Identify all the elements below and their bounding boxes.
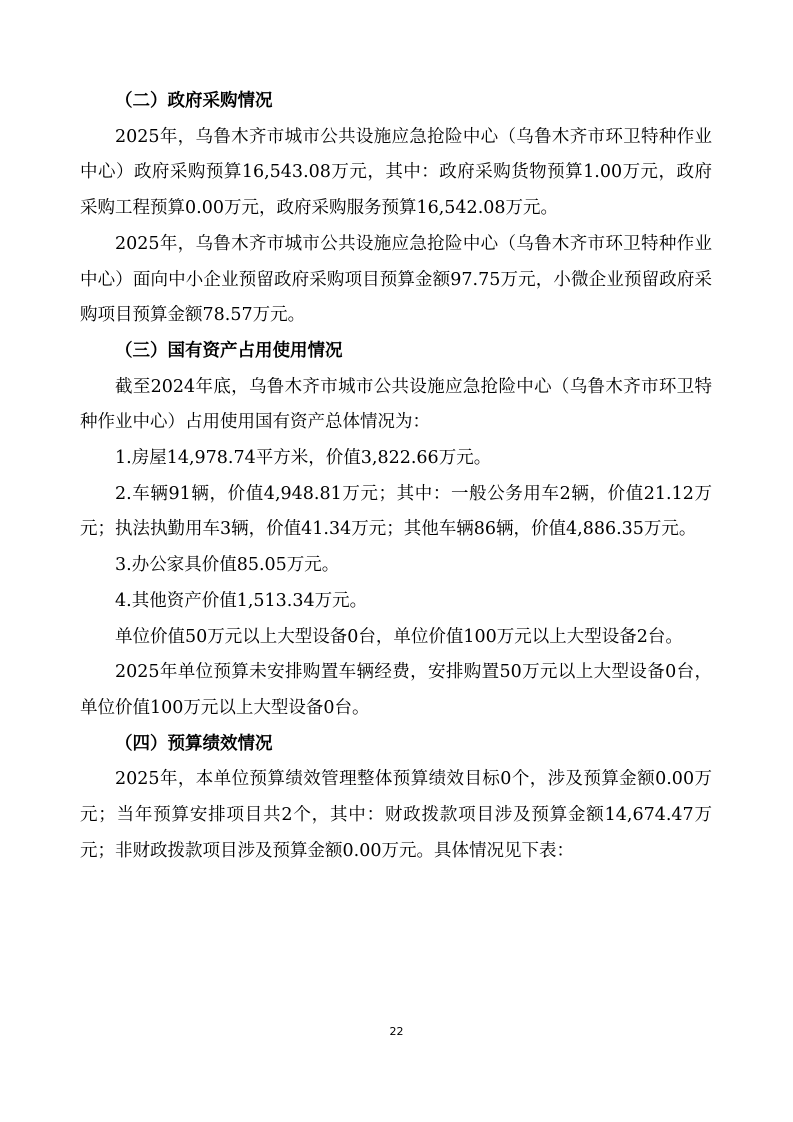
assets-item-1: 1.房屋14,978.74平方米，价值3,822.66万元。 <box>115 448 492 469</box>
assets-item-2: 2.车辆91辆，价值4,948.81万元；其中：一般公务用车2辆，价值21.12万元；执法执勤用车3辆，价值41.34万元；其他车辆86辆，价值4,886.35万元。 <box>80 483 712 540</box>
assets-plan: 2025年单位预算未安排购置车辆经费，安排购置50万元以上大型设备0台，单位价值100万元以上大型设备0台。 <box>80 662 712 718</box>
performance-heading: （四）预算绩效情况 <box>115 733 273 754</box>
assets-item-4: 4.其他资产价值1,513.34万元。 <box>115 590 368 611</box>
assets-intro: 截至2024年底，乌鲁木齐市城市公共设施应急抢险中心（乌鲁木齐市环卫特种作业中心）占用使用国有资产总体情况为： <box>80 376 712 433</box>
assets-heading: （三）国有资产占用使用情况 <box>115 340 343 361</box>
page-number: 22 <box>389 1025 404 1038</box>
procurement-paragraph-2: 2025年，乌鲁木齐市城市公共设施应急抢险中心（乌鲁木齐市环卫特种作业中心）面向中小企业预留政府采购项目预算金额97.75万元，小微企业预留政府采购项目预算金额78.57万元。 <box>80 233 712 326</box>
procurement-heading: （二）政府采购情况 <box>115 91 273 111</box>
procurement-paragraph-1: 2025年，乌鲁木齐市城市公共设施应急抢险中心（乌鲁木齐市环卫特种作业中心）政府采购预算16,543.08万元，其中：政府采购货物预算1.00万元，政府采购工程预算0.00万元，政府采购服务预算16,542.08万元。 <box>80 126 712 219</box>
assets-equipment: 单位价值50万元以上大型设备0台，单位价值100万元以上大型设备2台。 <box>115 626 683 647</box>
performance-paragraph-1: 2025年，本单位预算绩效管理整体预算绩效目标0个，涉及预算金额0.00万元；当年预算安排项目共2个，其中：财政拨款项目涉及预算金额14,674.47万元；非财政拨款项目涉及预算金额0.00万元。具体情况见下表： <box>80 769 712 861</box>
page-content <box>80 84 712 869</box>
assets-item-3: 3.办公家具价值85.05万元。 <box>115 555 340 576</box>
